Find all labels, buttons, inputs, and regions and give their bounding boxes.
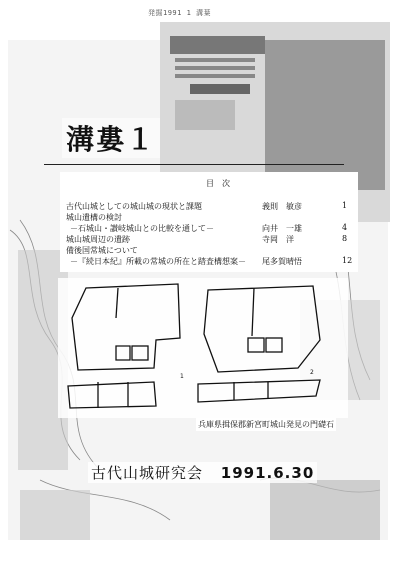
publication-date: 1991.6.30: [220, 464, 315, 482]
figure-label: 2: [310, 369, 314, 376]
toc-heading: 目次: [206, 179, 238, 188]
header-strip: 発掘1991 1 溝葉: [148, 9, 212, 17]
title-rule: [44, 164, 344, 165]
toc-entry-author: 尾多賀晴悟: [262, 257, 302, 266]
toc-entry-title: －石城山・讃岐城山との比較を通して－: [70, 224, 214, 233]
publisher-line: [88, 462, 317, 483]
toc-entry-author: 義則 敏彦: [262, 202, 302, 211]
publisher-name: 古代山城研究会: [91, 464, 204, 482]
toc-entry-title: 備後国常城について: [66, 246, 138, 255]
journal-title: 溝婁１: [62, 118, 160, 158]
toc-entry-title: 城山遺構の検討: [66, 213, 122, 222]
toc-entry-title: 古代山城としての城山城の現状と課題: [66, 202, 202, 211]
figure-caption: 兵庫県揖保郡新宮町城山発見の門礎石: [198, 420, 334, 429]
figure-label: 1: [180, 373, 184, 380]
foundation-stone-plans: [58, 278, 348, 418]
toc-entry-author: 向井 一雄: [262, 224, 302, 233]
toc-entry-page: 8: [342, 234, 348, 243]
toc-entry-page: 12: [342, 256, 353, 265]
toc-entry-author: 寺岡 洋: [262, 235, 294, 244]
toc-entry-page: 1: [342, 201, 348, 210]
toc-entry-page: 4: [342, 223, 348, 232]
toc-entry-title: －『続日本紀』所載の常城の所在と踏査構想案－: [70, 257, 246, 266]
toc-entry-title: 城山城周辺の遺跡: [66, 235, 130, 244]
